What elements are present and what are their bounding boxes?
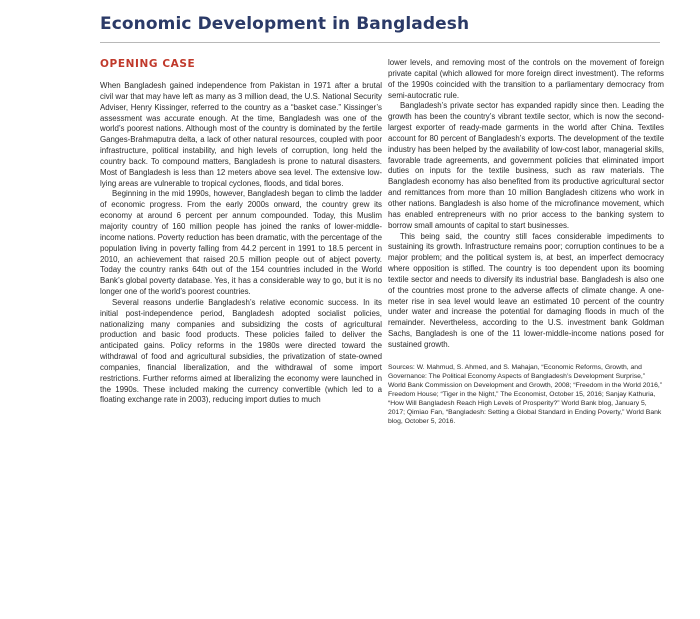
right-column (388, 58, 664, 426)
paragraph: This being said, the country still faces considerable impediments to sustaining its growth. Infrastructure remains poor; corruption continues to be a major problem; and the political system is, at best, an imperfect democracy where opposition is stifled. The country is too dependent upon its booming textile sector and needs to diversify its industrial base. Bangladesh is also one of the countries most prone to the adverse affects of climate change. A one-meter rise in sea level would leave an estimated 10 percent of the country under water and increase the potential for damaging floods in much of the remainder. Nevertheless, according to the U.S. investment bank Goldman Sachs, Bangladesh is one of the 11 lower-middle-income nations posed for sustained growth. (388, 231, 664, 349)
paragraph: Bangladesh’s private sector has expanded rapidly since then. Leading the growth has been the country’s vibrant textile sector, which is now the second-largest exporter of ready-made garments in the world after China. Textiles account for 80 percent of Bangladesh’s exports. The development of the textile industry has been helped by the availability of low-cost labor, managerial skills, favorable trade agreements, and government policies that eliminated import duties on inputs for the textile business, such as raw materials. The Bangladesh economy has also benefited from its productive agricultural sector and remittances from more than 10 million Bangladesh citizens who work in other nations. Bangladesh is also home of the microfinance movement, which has enabled entrepreneurs with no prior access to the banking system to borrow small amounts of capital to start businesses. (388, 101, 664, 230)
paragraph: When Bangladesh gained independence from Pakistan in 1971 after a brutal civil war that may have left as many as 3 million dead, the U.S. National Security Adviser, Henry Kissinger, referred to the country as a “basket case.” Kissinger’s assessment was accurate enough. At the time, Bangladesh was one of the world’s poorest nations. Although most of the country is dominated by the fertile Ganges-Brahmaputra delta, a lack of other natural resources, coupled with poor infrastructure, political instability, and high levels of corruption, long held the country back. To compound matters, Bangladesh is prone to natural disasters. Most of Bangladesh is less than 12 meters above sea level. The extensive low-lying areas are vulnerable to tropical cyclones, floods, and tidal bores. (100, 81, 382, 188)
paragraph: Several reasons underlie Bangladesh’s relative economic success. In its initial post-independence period, Bangladesh adopted socialist policies, nationalizing many companies and subsidizing the costs of agricultural production and basic food products. These policies failed to deliver the anticipated gains. Policy reforms in the 1980s were directed toward the withdrawal of food and agricultural subsidies, the privatization of state-owned companies, financial liberalization, and the withdrawal of some import restrictions. Further reforms aimed at liberalizing the economy were launched in the 1990s. These included making the currency convertible (which led to a floating exchange rate in 2003), reducing import duties to much (100, 297, 382, 405)
title-divider (100, 42, 660, 43)
paragraph: Beginning in the mid 1990s, however, Bangladesh began to climb the ladder of economic progress. From the early 2000s onward, the country grew its economy at around 6 percent per annum compounded. Today, this Muslim majority country of 160 million people has joined the ranks of lower-middle-income nations. Poverty reduction has been dramatic, with the percentage of the population living in poverty falling from 44.2 percent in 1991 to 18.5 percent in 2010, an achievement that raised 20.5 million people out of abject poverty. Today the country ranks 64th out of the 154 countries included in the World Bank’s global poverty database. Yes, it has a considerable way to go, but it is no longer one of the world’s poorest countries. (100, 189, 382, 297)
sources-text: Sources: W. Mahmud, S. Ahmed, and S. Mahajan, “Economic Reforms, Growth, and Governance: The Political Economy Aspects of Bangladesh’s Development Surprise,” World Bank Commission on Development and Growth, 2008; “Freedom in the World 2016,” Freedom House; “Tiger in the Night,” The Economist, October 15, 2016; Sanjay Kathuria, “How Will Bangladesh Reach High Levels of Prosperity?” World Bank blog, January 5, 2017; Qimiao Fan, “Bangladesh: Setting a Global Standard in Ending Poverty,” World Bank blog, October 5, 2016. (388, 363, 663, 426)
left-column (100, 81, 382, 406)
page-title: Economic Development in Bangladesh (100, 14, 470, 34)
paragraph: lower levels, and removing most of the controls on the movement of foreign private capital (which allowed for more foreign direct investment). The reforms of the 1990s coincided with the transition to a parliamentary democracy from semi-autocratic rule. (388, 58, 664, 100)
section-heading: OPENING CASE (100, 58, 196, 70)
sources-note (388, 363, 664, 427)
